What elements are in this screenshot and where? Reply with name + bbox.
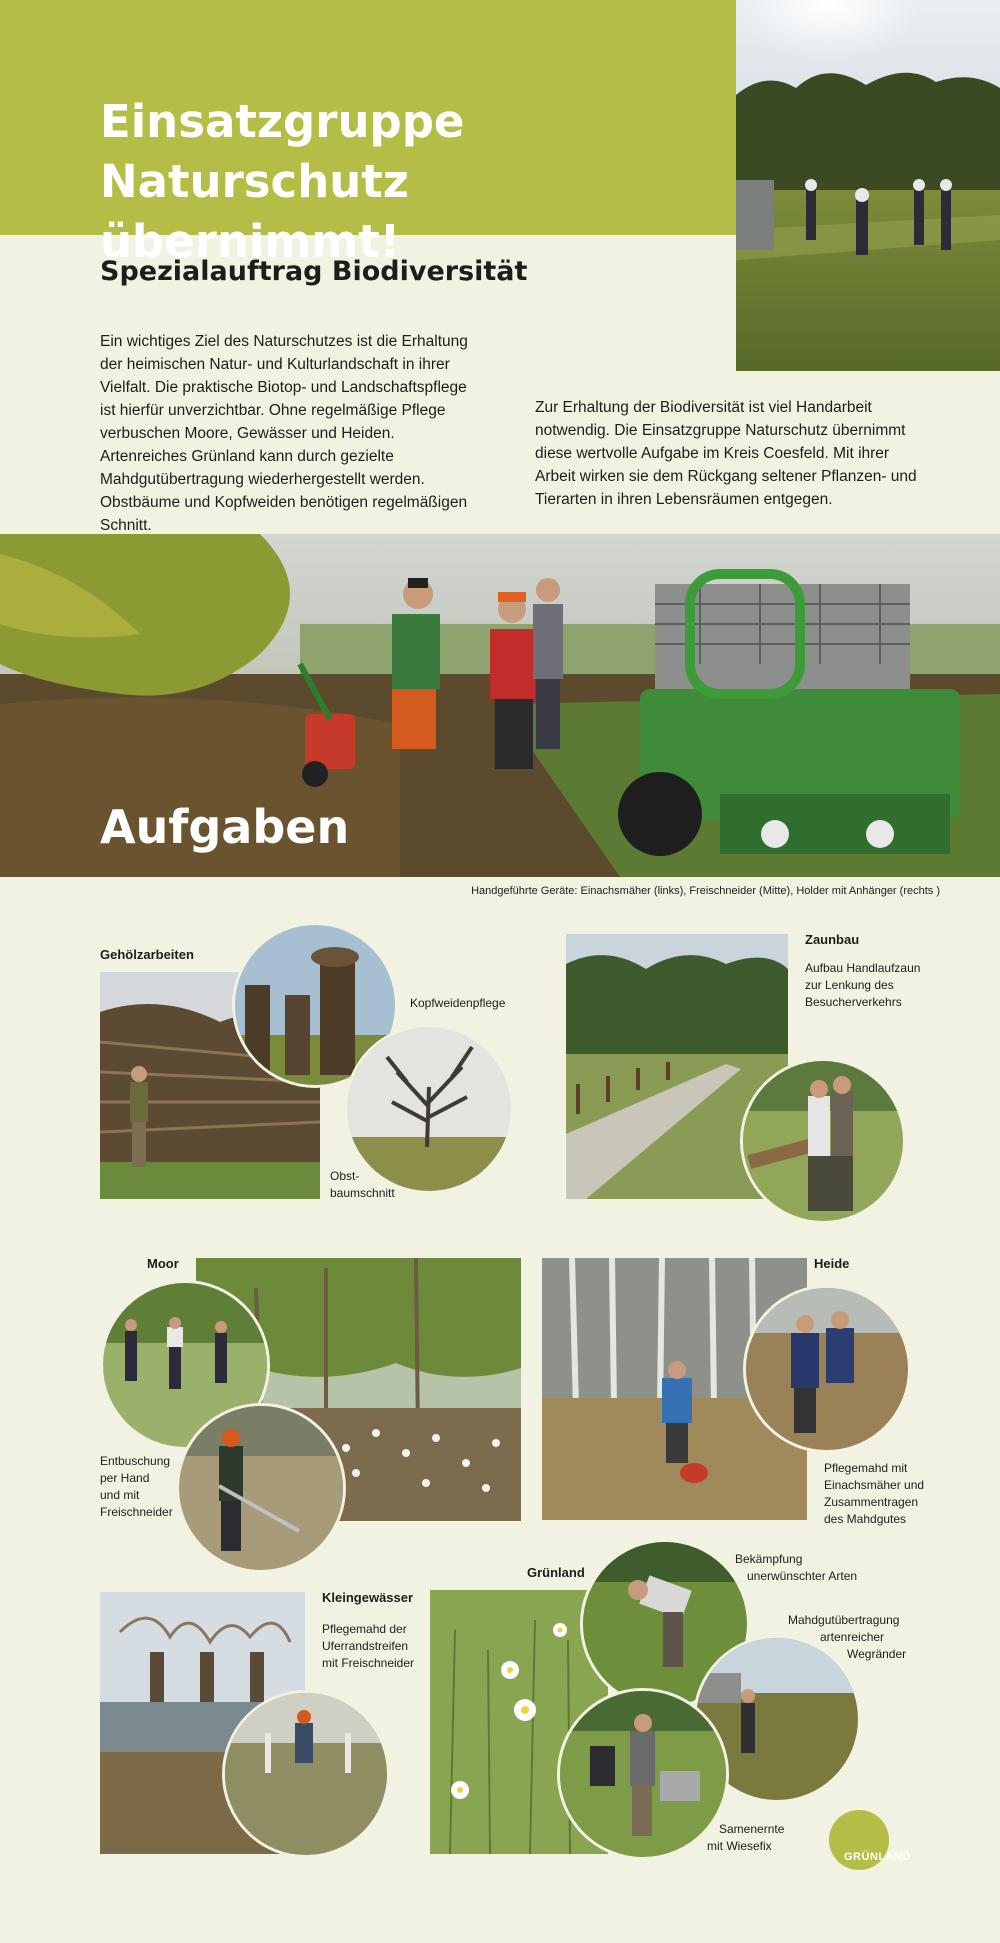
kleingewaesser-label-3: mit Freischneider <box>322 1656 415 1670</box>
heide-circle-mahdgut <box>743 1285 911 1453</box>
moor-label-2: per Hand <box>100 1471 150 1485</box>
moor-heading: Moor <box>147 1256 179 1271</box>
gruenland-label-mahdgut-3: Wegränder <box>847 1647 907 1661</box>
gruenland-logo <box>826 1810 946 1872</box>
gehoelz-label-obst-1: Obst- <box>330 1169 360 1183</box>
page-title-line-2: übernimmt! <box>100 215 401 268</box>
kleingewaesser-heading: Kleingewässer <box>322 1590 414 1605</box>
gehoelz-label-kopfweiden: Kopfweidenpflege <box>410 996 506 1010</box>
logo-text: GRÜNLAND <box>844 1851 911 1863</box>
zaunbau-circle-building <box>740 1058 906 1224</box>
moor-label-3: und mit <box>100 1488 140 1502</box>
gruenland-label-mahdgut-1: Mahdgutübertragung <box>788 1613 900 1627</box>
heide-label-4: des Mahdgutes <box>824 1512 907 1526</box>
kleingewaesser-circle-mowing <box>222 1690 390 1858</box>
gehoelz-circle-obstbaum <box>344 1024 514 1194</box>
intro-left-paragraph: Ein wichtiges Ziel des Naturschutzes ist die Erhaltung der heimischen Natur- und Kulturlandschaft in ihrer Vielfalt. Die praktische Biotop- und Landschaftspflege ist hierfür unverzichtbar. Ohne regelmäßige Pflege verbuschen Moore, Gewässer und Heiden. Artenreiches Grünland kann durch gezielte Mahdgutübertragung wiederhergestellt werden. Obstbäume und Kopfweiden benötigen regelmäßigen Schnitt. <box>100 333 468 534</box>
intro-right-paragraph: Zur Erhaltung der Biodiversität ist viel Handarbeit notwendig. Die Einsatzgruppe Naturschutz übernimmt diese wertvolle Aufgabe im Kreis Coesfeld. Mit ihrer Arbeit wirken sie dem Rückgang seltener Pflanzen- und Tierarten in ihren Lebensräumen entgegen. <box>535 399 917 508</box>
gruenland-circle-samenernte <box>557 1688 729 1860</box>
gruenland-label-samen-1: Samenernte <box>719 1822 785 1836</box>
gruenland-heading: Grünland <box>527 1565 585 1580</box>
gehoelz-heading: Gehölzarbeiten <box>100 947 194 962</box>
heide-heading: Heide <box>814 1256 850 1271</box>
moor-label-4: Freischneider <box>100 1505 173 1519</box>
zaunbau-label-2: zur Lenkung des <box>805 978 894 992</box>
tasks-heading: Aufgaben <box>100 800 350 854</box>
heide-label-1: Pflegemahd mit <box>824 1461 908 1475</box>
gruenland-label-bekaempfung-1: Bekämpfung <box>735 1552 803 1566</box>
heide-label-2: Einachsmäher und <box>824 1478 925 1492</box>
zaunbau-label-3: Besucherverkehrs <box>805 995 902 1009</box>
kleingewaesser-label-2: Uferrandstreifen <box>322 1639 409 1653</box>
page-title <box>100 92 720 272</box>
gruenland-label-samen-2: mit Wiesefix <box>707 1839 772 1853</box>
gruenland-label-bekaempfung-2: unerwünschter Arten <box>747 1569 858 1583</box>
zaunbau-heading: Zaunbau <box>805 932 860 947</box>
kleingewaesser-label-1: Pflegemahd der <box>322 1622 407 1636</box>
zaunbau-label-1: Aufbau Handlaufzaun <box>805 961 921 975</box>
moor-circle-freischneider <box>176 1403 346 1573</box>
gruenland-label-mahdgut-2: artenreicher <box>820 1630 885 1644</box>
heide-label-3: Zusammentragen <box>824 1495 919 1509</box>
moor-label-1: Entbuschung <box>100 1454 171 1468</box>
header-photo-meadow-work <box>736 0 1000 371</box>
gehoelz-label-obst-2: baumschnitt <box>330 1186 395 1200</box>
page-title-line-1: Einsatzgruppe Naturschutz <box>100 95 465 208</box>
section-subtitle: Spezialauftrag Biodiversität <box>100 256 528 287</box>
banner-caption: Handgeführte Geräte: Einachsmäher (links), Freischneider (Mitte), Holder mit Anhänger (rechts ) <box>471 885 940 897</box>
